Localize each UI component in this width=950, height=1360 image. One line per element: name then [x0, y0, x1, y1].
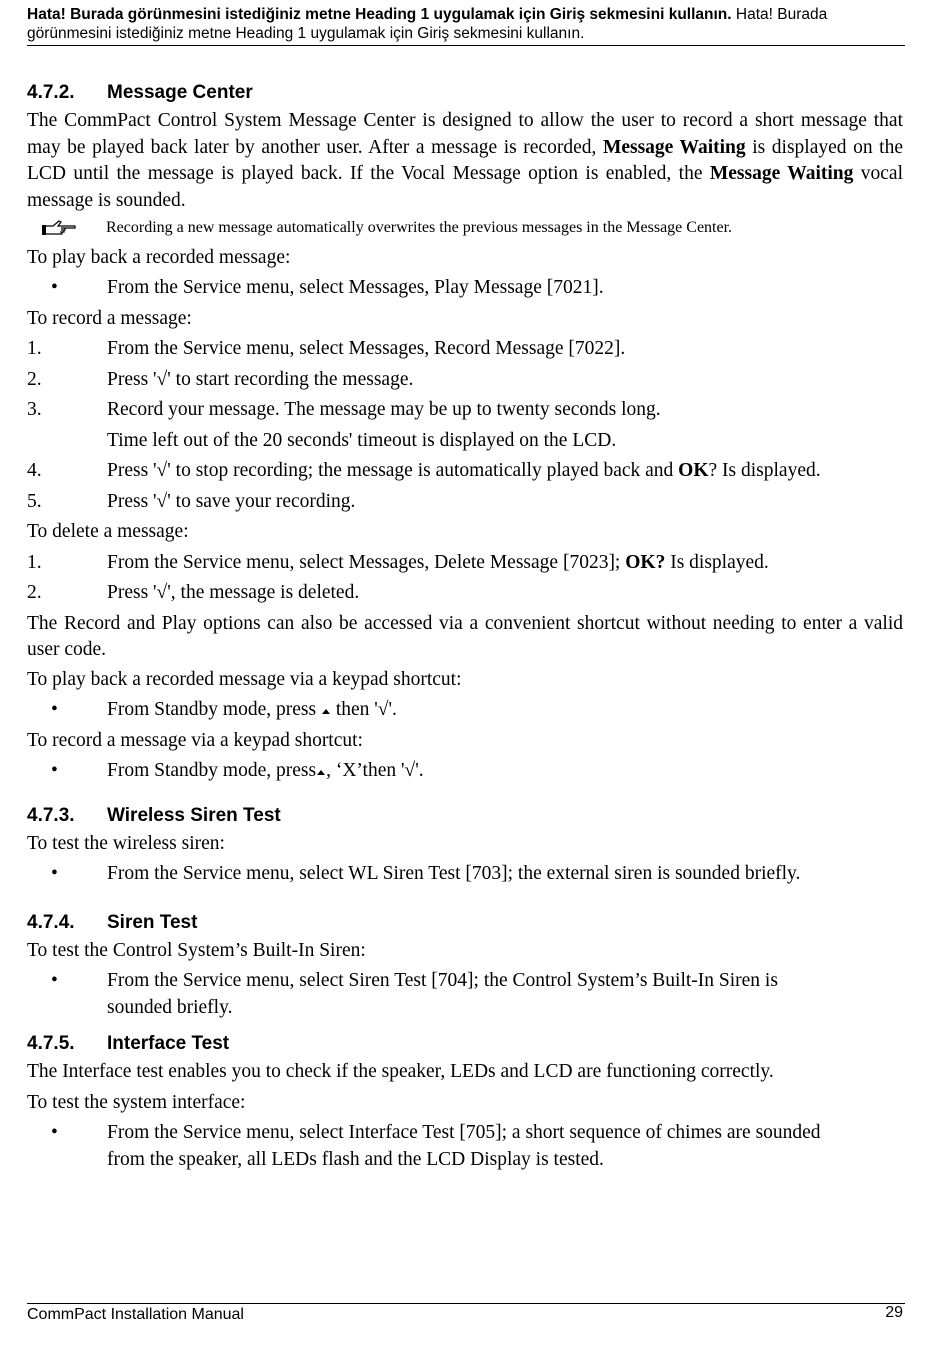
item-number: 2.: [27, 582, 42, 603]
intro-paragraph: [27, 108, 903, 214]
item-text: From the Service menu, select Siren Test [704]; the Control System’s Built-In Siren is sounded briefly.: [107, 970, 778, 1018]
intro-text-3: vocal message is sounded.: [27, 163, 903, 211]
item-text-after: ? Is displayed.: [708, 460, 821, 481]
up-arrow-key-icon: [321, 699, 331, 720]
list-item: [27, 968, 847, 1021]
item-text: From the Service menu, select Messages, Play Message [7021].: [107, 277, 604, 298]
item-text-after: , ‘X’then '√'.: [326, 760, 424, 781]
item-text-after: Is displayed.: [665, 551, 769, 573]
item-text: From the Service menu, select WL Siren Test [703]; the external siren is sounded briefly.: [107, 863, 801, 884]
intro-text-2: is displayed on the LCD until the message is played back. If the Vocal Message option is enabled, the: [27, 136, 903, 184]
header-error-normal: Hata! Burada görünmesini istediğiniz metne Heading 1 uygulamak için Giriş sekmesini kullanın.: [27, 6, 828, 42]
list-item: [27, 697, 903, 724]
section-heading-4-7-3: [27, 801, 903, 831]
item-number: 1.: [27, 551, 42, 573]
item-text: From the Service menu, select Interface Test [705]; a short sequence of chimes are sounded from the speaker, all LEDs flash and the LCD Display is tested.: [107, 1122, 821, 1170]
item-text: Press '√' to stop recording; the message is automatically played back and: [107, 460, 679, 481]
section-heading-4-7-2: [27, 78, 903, 108]
item-text: Press '√' to save your recording.: [107, 490, 356, 512]
list-item: [27, 489, 903, 516]
list-item: [27, 550, 903, 577]
list-item: [27, 861, 807, 888]
list-item: [27, 397, 903, 424]
bullet-mark: •: [51, 863, 58, 884]
item-text-after: then '√'.: [330, 699, 397, 720]
item-number: 3.: [27, 399, 42, 420]
record-heading: To record a message:: [27, 307, 192, 329]
section-number: 4.7.5.: [27, 1033, 75, 1054]
item-text: Record your message. The message may be up to twenty seconds long.: [107, 399, 661, 420]
intro-bold-2: Message Waiting: [709, 163, 854, 184]
section-heading-4-7-4: [27, 908, 903, 938]
item-text: From the Service menu, select Messages, Record Message [7022].: [107, 338, 626, 359]
list-item: [27, 580, 903, 607]
bullet-mark: •: [51, 699, 58, 720]
section-title: Wireless Siren Test: [107, 804, 281, 826]
item-text: Press '√', the message is deleted.: [107, 582, 360, 603]
page-content: [27, 78, 903, 1177]
list-item: [27, 336, 903, 363]
item-bold: OK: [678, 460, 709, 481]
section-title: Siren Test: [107, 911, 198, 933]
record-shortcut-heading: To record a message via a keypad shortcut:: [27, 729, 363, 751]
footer-title: CommPact Installation Manual: [27, 1306, 244, 1323]
section-number: 4.7.3.: [27, 804, 75, 826]
section-heading-4-7-5: [27, 1029, 903, 1059]
page-number: 29: [885, 1304, 903, 1321]
note-box: [27, 217, 796, 239]
play-heading: To play back a recorded message:: [27, 246, 291, 268]
list-item: [27, 367, 903, 394]
item-number: 1.: [27, 338, 42, 359]
item-text: From Standby mode, press: [107, 760, 317, 781]
bullet-mark: •: [51, 760, 58, 781]
item-number: 2.: [27, 368, 42, 390]
list-item: [27, 428, 903, 455]
intro-text-1: The CommPact Control System Message Center is designed to allow the user to record a short message that may be played back later by another user. After a message is recorded,: [27, 110, 903, 158]
section-number: 4.7.2.: [27, 82, 75, 103]
wireless-heading: To test the wireless siren:: [27, 832, 225, 854]
section-title: Interface Test: [107, 1033, 230, 1054]
bullet-mark: •: [51, 277, 58, 298]
interface-heading: To test the system interface:: [27, 1091, 246, 1113]
pointing-hand-icon: [41, 219, 77, 246]
up-arrow-key-icon: [316, 760, 326, 781]
list-item: [27, 275, 903, 302]
item-text: Time left out of the 20 seconds' timeout is displayed on the LCD.: [107, 429, 617, 451]
item-number: 5.: [27, 490, 42, 512]
section-number: 4.7.4.: [27, 911, 75, 933]
item-text: From Standby mode, press: [107, 699, 321, 720]
list-item: [27, 758, 903, 785]
page-header: [27, 5, 905, 46]
header-error-bold: Hata! Burada görünmesini istediğiniz metne Heading 1 uygulamak için Giriş sekmesini kullanın.: [27, 6, 732, 23]
note-text: Recording a new message automatically overwrites the previous messages in the Message Center.: [106, 219, 733, 236]
bullet-mark: •: [51, 970, 58, 991]
item-text: Press '√' to start recording the message.: [107, 368, 414, 390]
item-text: From the Service menu, select Messages, Delete Message [7023];: [107, 551, 626, 573]
page-footer: [27, 1303, 905, 1324]
item-bold: OK?: [625, 551, 666, 573]
list-item: [27, 1120, 827, 1173]
section-title: Message Center: [107, 82, 253, 103]
delete-heading: To delete a message:: [27, 521, 189, 542]
interface-paragraph: The Interface test enables you to check if the speaker, LEDs and LCD are functioning correctly.: [27, 1061, 774, 1082]
bullet-mark: •: [51, 1122, 58, 1143]
siren-heading: To test the Control System’s Built-In Siren:: [27, 939, 366, 961]
intro-bold-1: Message Waiting: [602, 136, 746, 158]
item-number: 4.: [27, 460, 42, 481]
shortcut-paragraph: The Record and Play options can also be accessed via a convenient shortcut without needing to enter a valid user code.: [27, 612, 903, 660]
play-shortcut-heading: To play back a recorded message via a keypad shortcut:: [27, 668, 462, 690]
list-item: [27, 458, 903, 485]
